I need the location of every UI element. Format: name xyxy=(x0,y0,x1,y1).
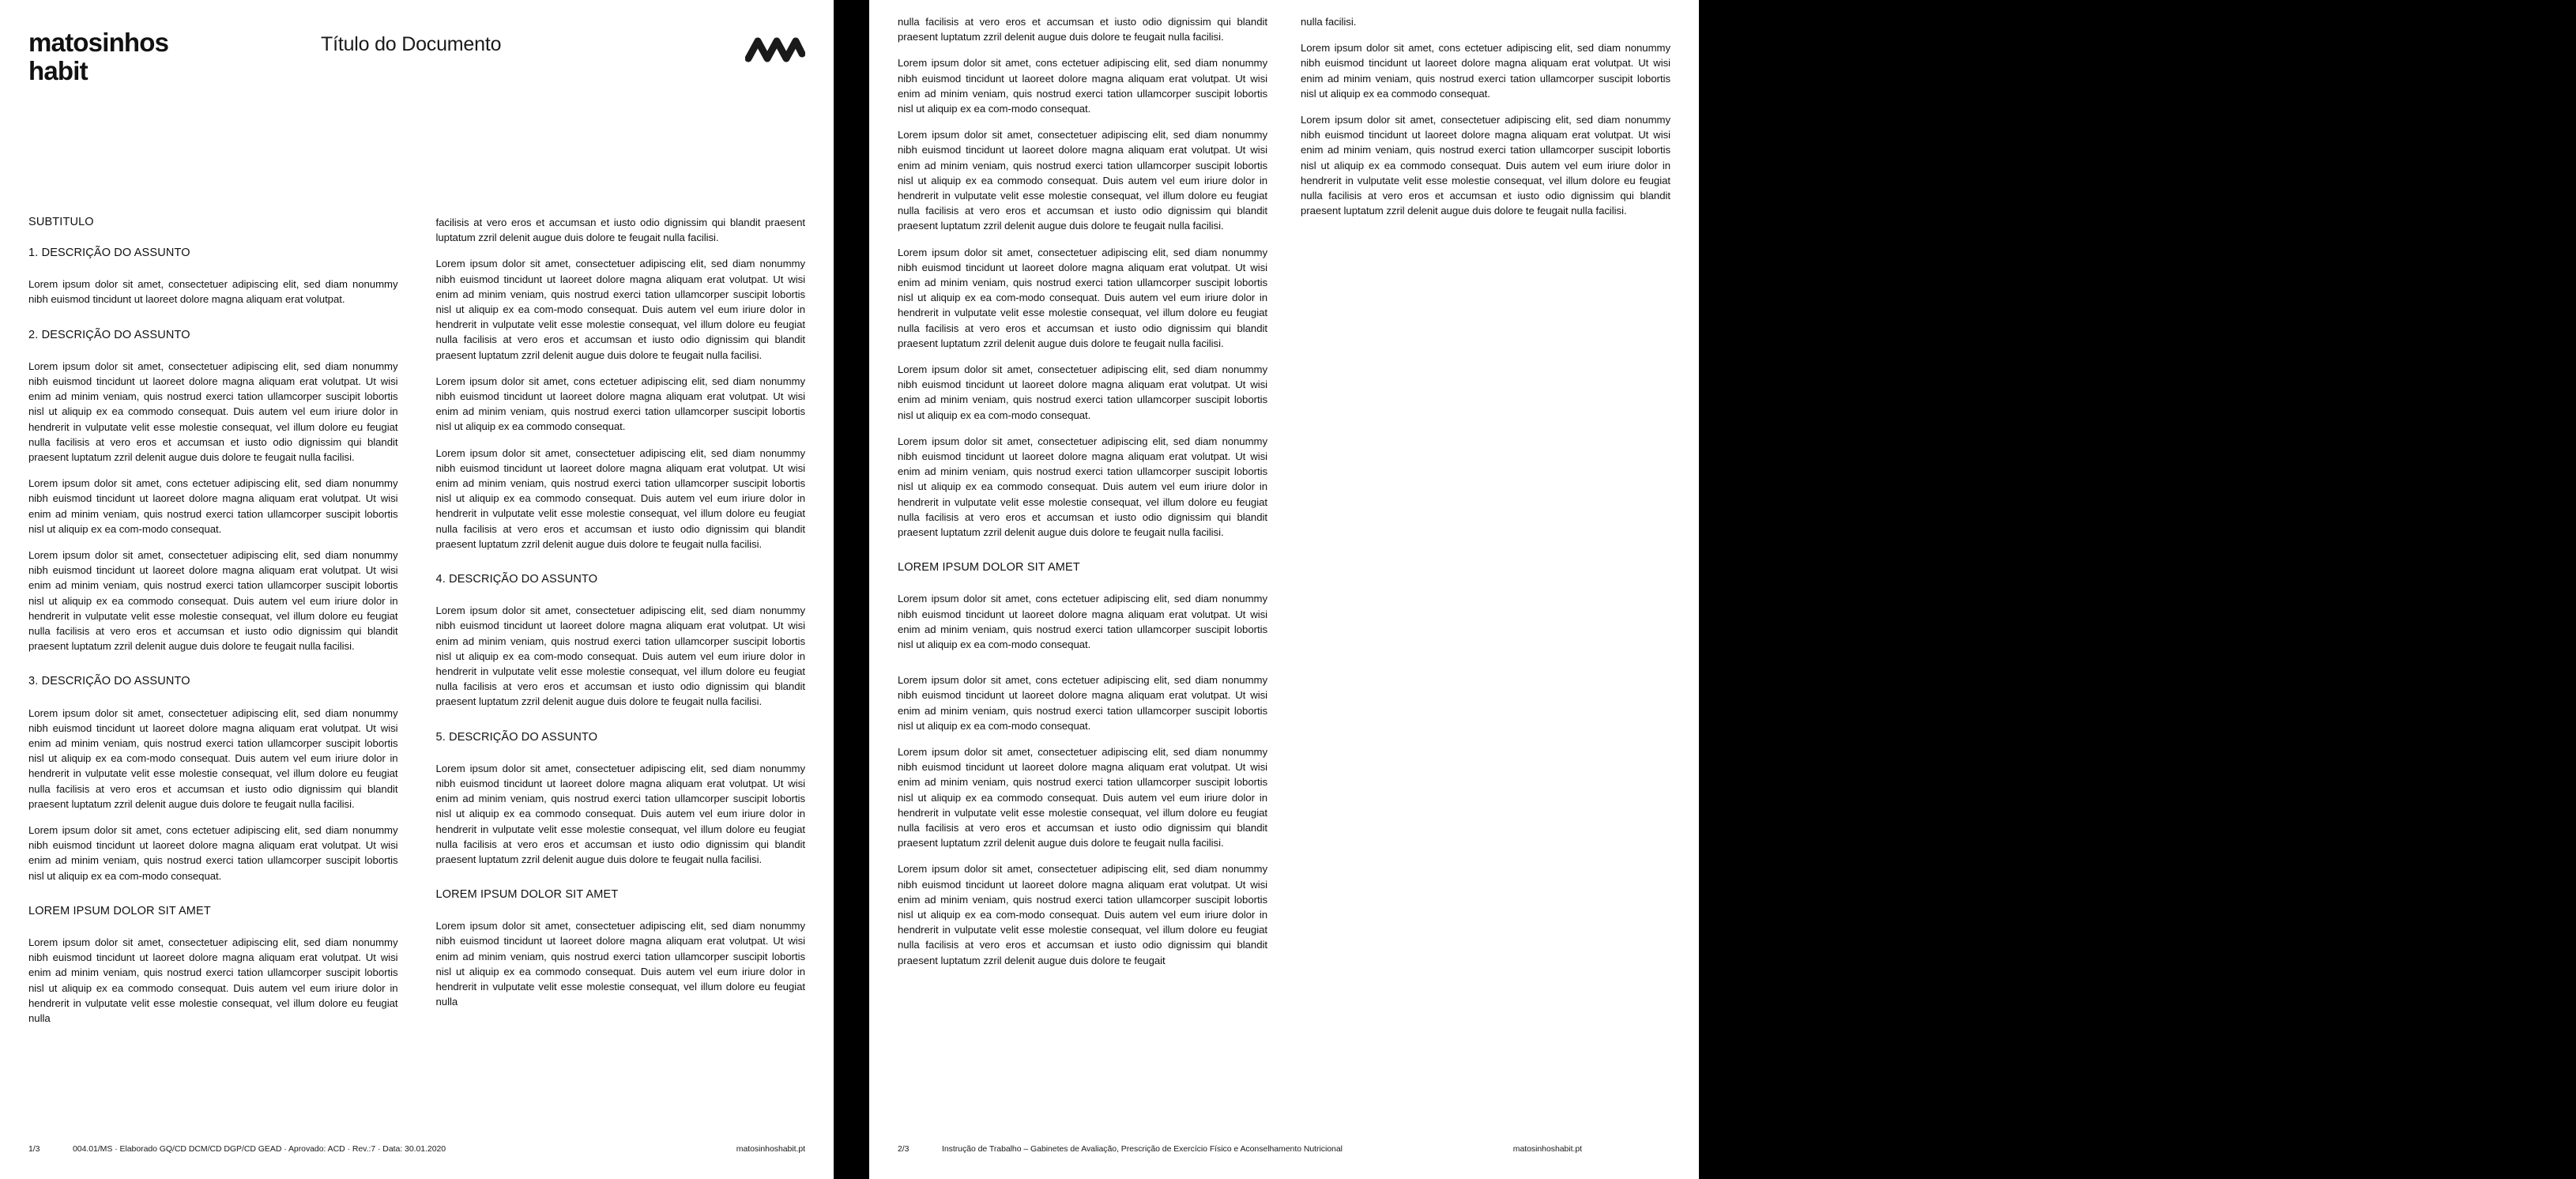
heading-descricao-3: 3. DESCRIÇÃO DO ASSUNTO xyxy=(28,675,190,688)
matosinhos-habit-logo xyxy=(28,28,168,85)
paragraph: Lorem ipsum dolor sit amet, cons ectetuer adipiscing elit, sed diam nonummy nibh euismod tincidunt ut laoreet dolore magna aliquam erat volutpat. Ut wisi enim ad minim veniam, quis nostrud exerci tation ullamcorper suscipit lobortis nisl ut aliquip ex ea com-modo consequat. xyxy=(28,823,398,882)
heading-subtitulo: SUBTITULO xyxy=(28,216,94,228)
heading-descricao-4: 4. DESCRIÇÃO DO ASSUNTO xyxy=(435,573,598,586)
page-2-footer xyxy=(898,1144,1670,1157)
paragraph: Lorem ipsum dolor sit amet, consectetuer adipiscing elit, sed diam nonummy nibh euismod tincidunt ut laoreet dolore magna aliquam erat volutpat. Ut wisi enim ad minim veniam, quis nostrud exerci tation ullamcorper suscipit lobortis nisl ut aliquip ex ea commodo consequat. Duis autem vel eum iriure dolor in hendrerit in vulputate velit esse molestie consequat, vel illum dolore eu feugiat nulla facilisis at vero eros et accumsan et iusto odio dignissim qui blandit praesent luptatum zzril delenit augue duis dolore te feugait nulla facilisi. xyxy=(28,360,398,463)
document-title: Título do Documento xyxy=(321,33,502,55)
paragraph: facilisis at vero eros et accumsan et iusto odio dignissim qui blandit praesent luptatum zzril delenit augue duis dolore te feugait nulla facilisi. xyxy=(435,217,805,244)
page-1-column-left xyxy=(28,215,398,1116)
page-1-column-right xyxy=(436,215,806,1116)
paragraph: Lorem ipsum dolor sit amet, consectetuer adipiscing elit, sed diam nonummy nibh euismod tincidunt ut laoreet dolore magna aliquam erat volutpat. Ut wisi enim ad minim veniam, quis nostrud exerci tation ullamcorper suscipit lobortis nisl ut aliquip ex ea com-modo consequat. Duis autem vel eum iriure dolor in hendrerit in vulputate velit esse molestie consequat, vel illum dolore eu feugiat nulla facilisis at vero eros et accumsan et iusto odio dignissim qui blandit praesent luptatum zzril delenit augue duis dolore te feugait nulla facilisi. xyxy=(435,258,805,361)
paragraph: Lorem ipsum dolor sit amet, consectetuer adipiscing elit, sed diam nonummy nibh euismod tincidunt ut laoreet dolore magna aliquam erat volutpat. Ut wisi enim ad minim veniam, quis nostrud exerci tation ullamcorper suscipit lobortis nisl ut aliquip ex ea com-modo consequat. Duis autem vel eum iriure dolor in hendrerit in vulputate velit esse molestie consequat, vel illum dolore eu feugiat nulla facilisis at vero eros et accumsan et iusto odio dignissim qui blandit praesent luptatum zzril delenit augue duis dolore te feugait nulla facilisi. xyxy=(435,605,805,708)
paragraph: Lorem ipsum dolor sit amet, consectetuer adipiscing elit, sed diam nonummy nibh euismod tincidunt ut laoreet dolore magna aliquam erat volutpat. Ut wisi enim ad minim veniam, quis nostrud exerci tation ullamcorper suscipit lobortis nisl ut aliquip ex ea com-modo consequat. Duis autem vel eum iriure dolor in hendrerit in vulputate velit esse molestie consequat, vel illum dolore eu feugiat nulla facilisis at vero eros et accumsan et iusto odio dignissim qui blandit praesent luptatum zzril delenit augue duis dolore te feugait nulla facilisi. xyxy=(28,706,398,810)
footer-website: matosinhoshabit.pt xyxy=(1512,1144,1582,1154)
page-1-header xyxy=(28,28,805,104)
page-1-columns xyxy=(28,215,805,1116)
page-2-column-left xyxy=(898,14,1267,1116)
document-page-2 xyxy=(869,0,1699,1179)
footer-reference: Instrução de Trabalho – Gabinetes de Avaliação, Prescrição de Exercício Físico e Aconselhamento Nutricional xyxy=(942,1144,1343,1154)
paragraph: Lorem ipsum dolor sit amet, consectetuer adipiscing elit, sed diam nonummy nibh euismod tincidunt ut laoreet dolore magna aliquam erat volutpat. Ut wisi enim ad minim veniam, quis nostrud exerci tation ullamcorper suscipit lobortis nisl ut aliquip ex ea commodo consequat. Duis autem vel eum iriure dolor in hendrerit in vulputate velit esse molestie consequat, vel illum dolore eu feugiat nulla facilisis at vero eros et accumsan et iusto odio dignissim qui blandit praesent luptatum zzril delenit augue duis dolore te feugait nulla facilisi. xyxy=(1301,114,1670,217)
logo-line-2: habit xyxy=(28,55,88,85)
paragraph: Lorem ipsum dolor sit amet, consectetuer adipiscing elit, sed diam nonummy nibh euismod tincidunt ut laoreet dolore magna aliquam erat volutpat. Ut wisi enim ad minim veniam, quis nostrud exerci tation ullamcorper suscipit lobortis nisl ut aliquip ex ea commodo consequat. Duis autem vel eum iriure dolor in hendrerit in vulputate velit esse molestie consequat, vel illum dolore eu feugiat nulla facilisis at vero eros et accumsan et iusto odio dignissim qui blandit praesent luptatum zzril delenit augue duis dolore te feugait nulla facilisi. xyxy=(898,435,1267,539)
paragraph: Lorem ipsum dolor sit amet, cons ectetuer adipiscing elit, sed diam nonummy nibh euismod tincidunt ut laoreet dolore magna aliquam erat volutpat. Ut wisi enim ad minim veniam, quis nostrud exerci tation ullamcorper suscipit lobortis nisl ut aliquip ex ea commodo consequat. xyxy=(1301,42,1670,100)
heading-descricao-1: 1. DESCRIÇÃO DO ASSUNTO xyxy=(28,247,190,260)
heading-lorem-ipsum-1: LOREM IPSUM DOLOR SIT AMET xyxy=(28,904,211,917)
page-number: 2/3 xyxy=(898,1144,910,1154)
paragraph: Lorem ipsum dolor sit amet, consectetuer adipiscing elit, sed diam nonummy nibh euismod tincidunt ut laoreet dolore magna aliquam erat volutpat. Ut wisi enim ad minim veniam, quis nostrud exerci tation ullamcorper suscipit lobortis nisl ut aliquip ex ea com-modo consequat. Duis autem vel eum iriure dolor in hendrerit in vulputate velit esse molestie consequat, vel illum dolore eu feugiat nulla facilisis at vero eros et accumsan et iusto odio dignissim qui blandit praesent luptatum zzril delenit augue duis dolore te feugait nulla facilisi. xyxy=(898,246,1267,349)
paragraph: Lorem ipsum dolor sit amet, cons ectetuer adipiscing elit, sed diam nonummy nibh euismod tincidunt ut laoreet dolore magna aliquam erat volutpat. Ut wisi enim ad minim veniam, quis nostrud exerci tation ullamcorper suscipit lobortis nisl ut aliquip ex ea com-modo consequat. xyxy=(898,593,1267,651)
document-page-1 xyxy=(0,0,834,1179)
paragraph: Lorem ipsum dolor sit amet, consectetuer adipiscing elit, sed diam nonummy nibh euismod tincidunt ut laoreet dolore magna aliquam erat volutpat. Ut wisi enim ad minim veniam, quis nostrud exerci tation ullamcorper suscipit lobortis nisl ut aliquip ex ea com-modo consequat. Duis autem vel eum iriure dolor in hendrerit in vulputate velit esse molestie consequat, vel illum dolore eu feugiat nulla facilisis at vero eros et accumsan et iusto odio dignissim qui blandit praesent luptatum zzril delenit augue duis dolore te feugait xyxy=(898,863,1267,966)
page-number: 1/3 xyxy=(28,1144,40,1154)
page-2-column-right xyxy=(1301,14,1670,1116)
paragraph: Lorem ipsum dolor sit amet, consectetuer adipiscing elit, sed diam nonummy nibh euismod tincidunt ut laoreet dolore magna aliquam erat volutpat. xyxy=(28,278,398,306)
logo-line-1: matosinhos xyxy=(28,28,169,57)
page-1-footer xyxy=(28,1144,805,1157)
paragraph: Lorem ipsum dolor sit amet, cons ectetuer adipiscing elit, sed diam nonummy nibh euismod tincidunt ut laoreet dolore magna aliquam erat volutpat. Ut wisi enim ad minim veniam, quis nostrud exerci tation ullamcorper suscipit lobortis nisl ut aliquip ex ea commodo consequat. xyxy=(435,375,805,433)
paragraph: Lorem ipsum dolor sit amet, consectetuer adipiscing elit, sed diam nonummy nibh euismod tincidunt ut laoreet dolore magna aliquam erat volutpat. Ut wisi enim ad minim veniam, quis nostrud exerci tation ullamcorper suscipit lobortis nisl ut aliquip ex ea commodo consequat. Duis autem vel eum iriure dolor in hendrerit in vulputate velit esse molestie consequat, vel illum dolore eu feugiat nulla facilisis at vero eros et accumsan et iusto odio dignissim qui blandit praesent luptatum zzril delenit augue duis dolore te feugait nulla facilisi. xyxy=(28,549,398,653)
page-2-columns xyxy=(898,14,1670,1116)
paragraph: nulla facilisi. xyxy=(1301,16,1357,28)
paragraph: nulla facilisis at vero eros et accumsan et iusto odio dignissim qui blandit praesent luptatum zzril delenit augue duis dolore te feugait nulla facilisi. xyxy=(898,16,1267,43)
heading-descricao-5: 5. DESCRIÇÃO DO ASSUNTO xyxy=(435,730,598,744)
paragraph: Lorem ipsum dolor sit amet, consectetuer adipiscing elit, sed diam nonummy nibh euismod tincidunt ut laoreet dolore magna aliquam erat volutpat. Ut wisi enim ad minim veniam, quis nostrud exerci tation ullamcorper suscipit lobortis nisl ut aliquip ex ea commodo consequat. Duis autem vel eum iriure dolor in hendrerit in vulputate velit esse molestie consequat, vel illum dolore eu feugiat nulla xyxy=(435,920,805,1008)
heading-lorem-ipsum-3: LOREM IPSUM DOLOR SIT AMET xyxy=(898,561,1080,574)
paragraph: Lorem ipsum dolor sit amet, consectetuer adipiscing elit, sed diam nonummy nibh euismod tincidunt ut laoreet dolore magna aliquam erat volutpat. Ut wisi enim ad minim veniam, quis nostrud exerci tation ullamcorper suscipit lobortis nisl ut aliquip ex ea com-modo consequat. xyxy=(898,363,1267,421)
matosinhos-zigzag-m-mark xyxy=(745,35,805,63)
paragraph: Lorem ipsum dolor sit amet, consectetuer adipiscing elit, sed diam nonummy nibh euismod tincidunt ut laoreet dolore magna aliquam erat volutpat. Ut wisi enim ad minim veniam, quis nostrud exerci tation ullamcorper suscipit lobortis nisl ut aliquip ex ea commodo consequat. Duis autem vel eum iriure dolor in hendrerit in vulputate velit esse molestie consequat, vel illum dolore eu feugiat nulla facilisis at vero eros et accumsan et iusto odio dignissim qui blandit praesent luptatum zzril delenit augue duis dolore te feugait nulla facilisi. xyxy=(898,746,1267,849)
footer-reference: 004.01/MS · Elaborado GQ/CD DCM/CD DGP/CD GEAD · Aprovado: ACD · Rev.:7 · Data: 30.01.2020 xyxy=(73,1144,446,1154)
footer-website: matosinhoshabit.pt xyxy=(736,1144,805,1154)
heading-descricao-2: 2. DESCRIÇÃO DO ASSUNTO xyxy=(28,328,190,341)
paragraph: Lorem ipsum dolor sit amet, consectetuer adipiscing elit, sed diam nonummy nibh euismod tincidunt ut laoreet dolore magna aliquam erat volutpat. Ut wisi enim ad minim veniam, quis nostrud exerci tation ullamcorper suscipit lobortis nisl ut aliquip ex ea commodo consequat. Duis autem vel eum iriure dolor in hendrerit in vulputate velit esse molestie consequat, vel illum dolore eu feugiat nulla facilisis at vero eros et accumsan et iusto odio dignissim qui blandit praesent luptatum zzril delenit augue duis dolore te feugait nulla facilisi. xyxy=(435,762,805,865)
paragraph: Lorem ipsum dolor sit amet, consectetuer adipiscing elit, sed diam nonummy nibh euismod tincidunt ut laoreet dolore magna aliquam erat volutpat. Ut wisi enim ad minim veniam, quis nostrud exerci tation ullamcorper suscipit lobortis nisl ut aliquip ex ea commodo consequat. Duis autem vel eum iriure dolor in hendrerit in vulputate velit esse molestie consequat, vel illum dolore eu feugiat nulla facilisis at vero eros et accumsan et iusto odio dignissim qui blandit praesent luptatum zzril delenit augue duis dolore te feugait nulla facilisi. xyxy=(435,446,805,550)
paragraph: Lorem ipsum dolor sit amet, cons ectetuer adipiscing elit, sed diam nonummy nibh euismod tincidunt ut laoreet dolore magna aliquam erat volutpat. Ut wisi enim ad minim veniam, quis nostrud exerci tation ullamcorper suscipit lobortis nisl ut aliquip ex ea com-modo consequat. xyxy=(898,57,1267,115)
paragraph: Lorem ipsum dolor sit amet, cons ectetuer adipiscing elit, sed diam nonummy nibh euismod tincidunt ut laoreet dolore magna aliquam erat volutpat. Ut wisi enim ad minim veniam, quis nostrud exerci tation ullamcorper suscipit lobortis nisl ut aliquip ex ea com-modo consequat. xyxy=(28,477,398,535)
paragraph: Lorem ipsum dolor sit amet, cons ectetuer adipiscing elit, sed diam nonummy nibh euismod tincidunt ut laoreet dolore magna aliquam erat volutpat. Ut wisi enim ad minim veniam, quis nostrud exerci tation ullamcorper suscipit lobortis nisl ut aliquip ex ea com-modo consequat. xyxy=(898,674,1267,732)
paragraph: Lorem ipsum dolor sit amet, consectetuer adipiscing elit, sed diam nonummy nibh euismod tincidunt ut laoreet dolore magna aliquam erat volutpat. Ut wisi enim ad minim veniam, quis nostrud exerci tation ullamcorper suscipit lobortis nisl ut aliquip ex ea commodo consequat. Duis autem vel eum iriure dolor in hendrerit in vulputate velit esse molestie consequat, vel illum dolore eu feugiat nulla facilisis at vero eros et accumsan et iusto odio dignissim qui blandit praesent luptatum zzril delenit augue duis dolore te feugait nulla facilisi. xyxy=(898,129,1267,232)
heading-lorem-ipsum-2: LOREM IPSUM DOLOR SIT AMET xyxy=(435,888,619,902)
paragraph: Lorem ipsum dolor sit amet, consectetuer adipiscing elit, sed diam nonummy nibh euismod tincidunt ut laoreet dolore magna aliquam erat volutpat. Ut wisi enim ad minim veniam, quis nostrud exerci tation ullamcorper suscipit lobortis nisl ut aliquip ex ea commodo consequat. Duis autem vel eum iriure dolor in hendrerit in vulputate velit esse molestie consequat, vel illum dolore eu feugiat nulla xyxy=(28,936,398,1024)
